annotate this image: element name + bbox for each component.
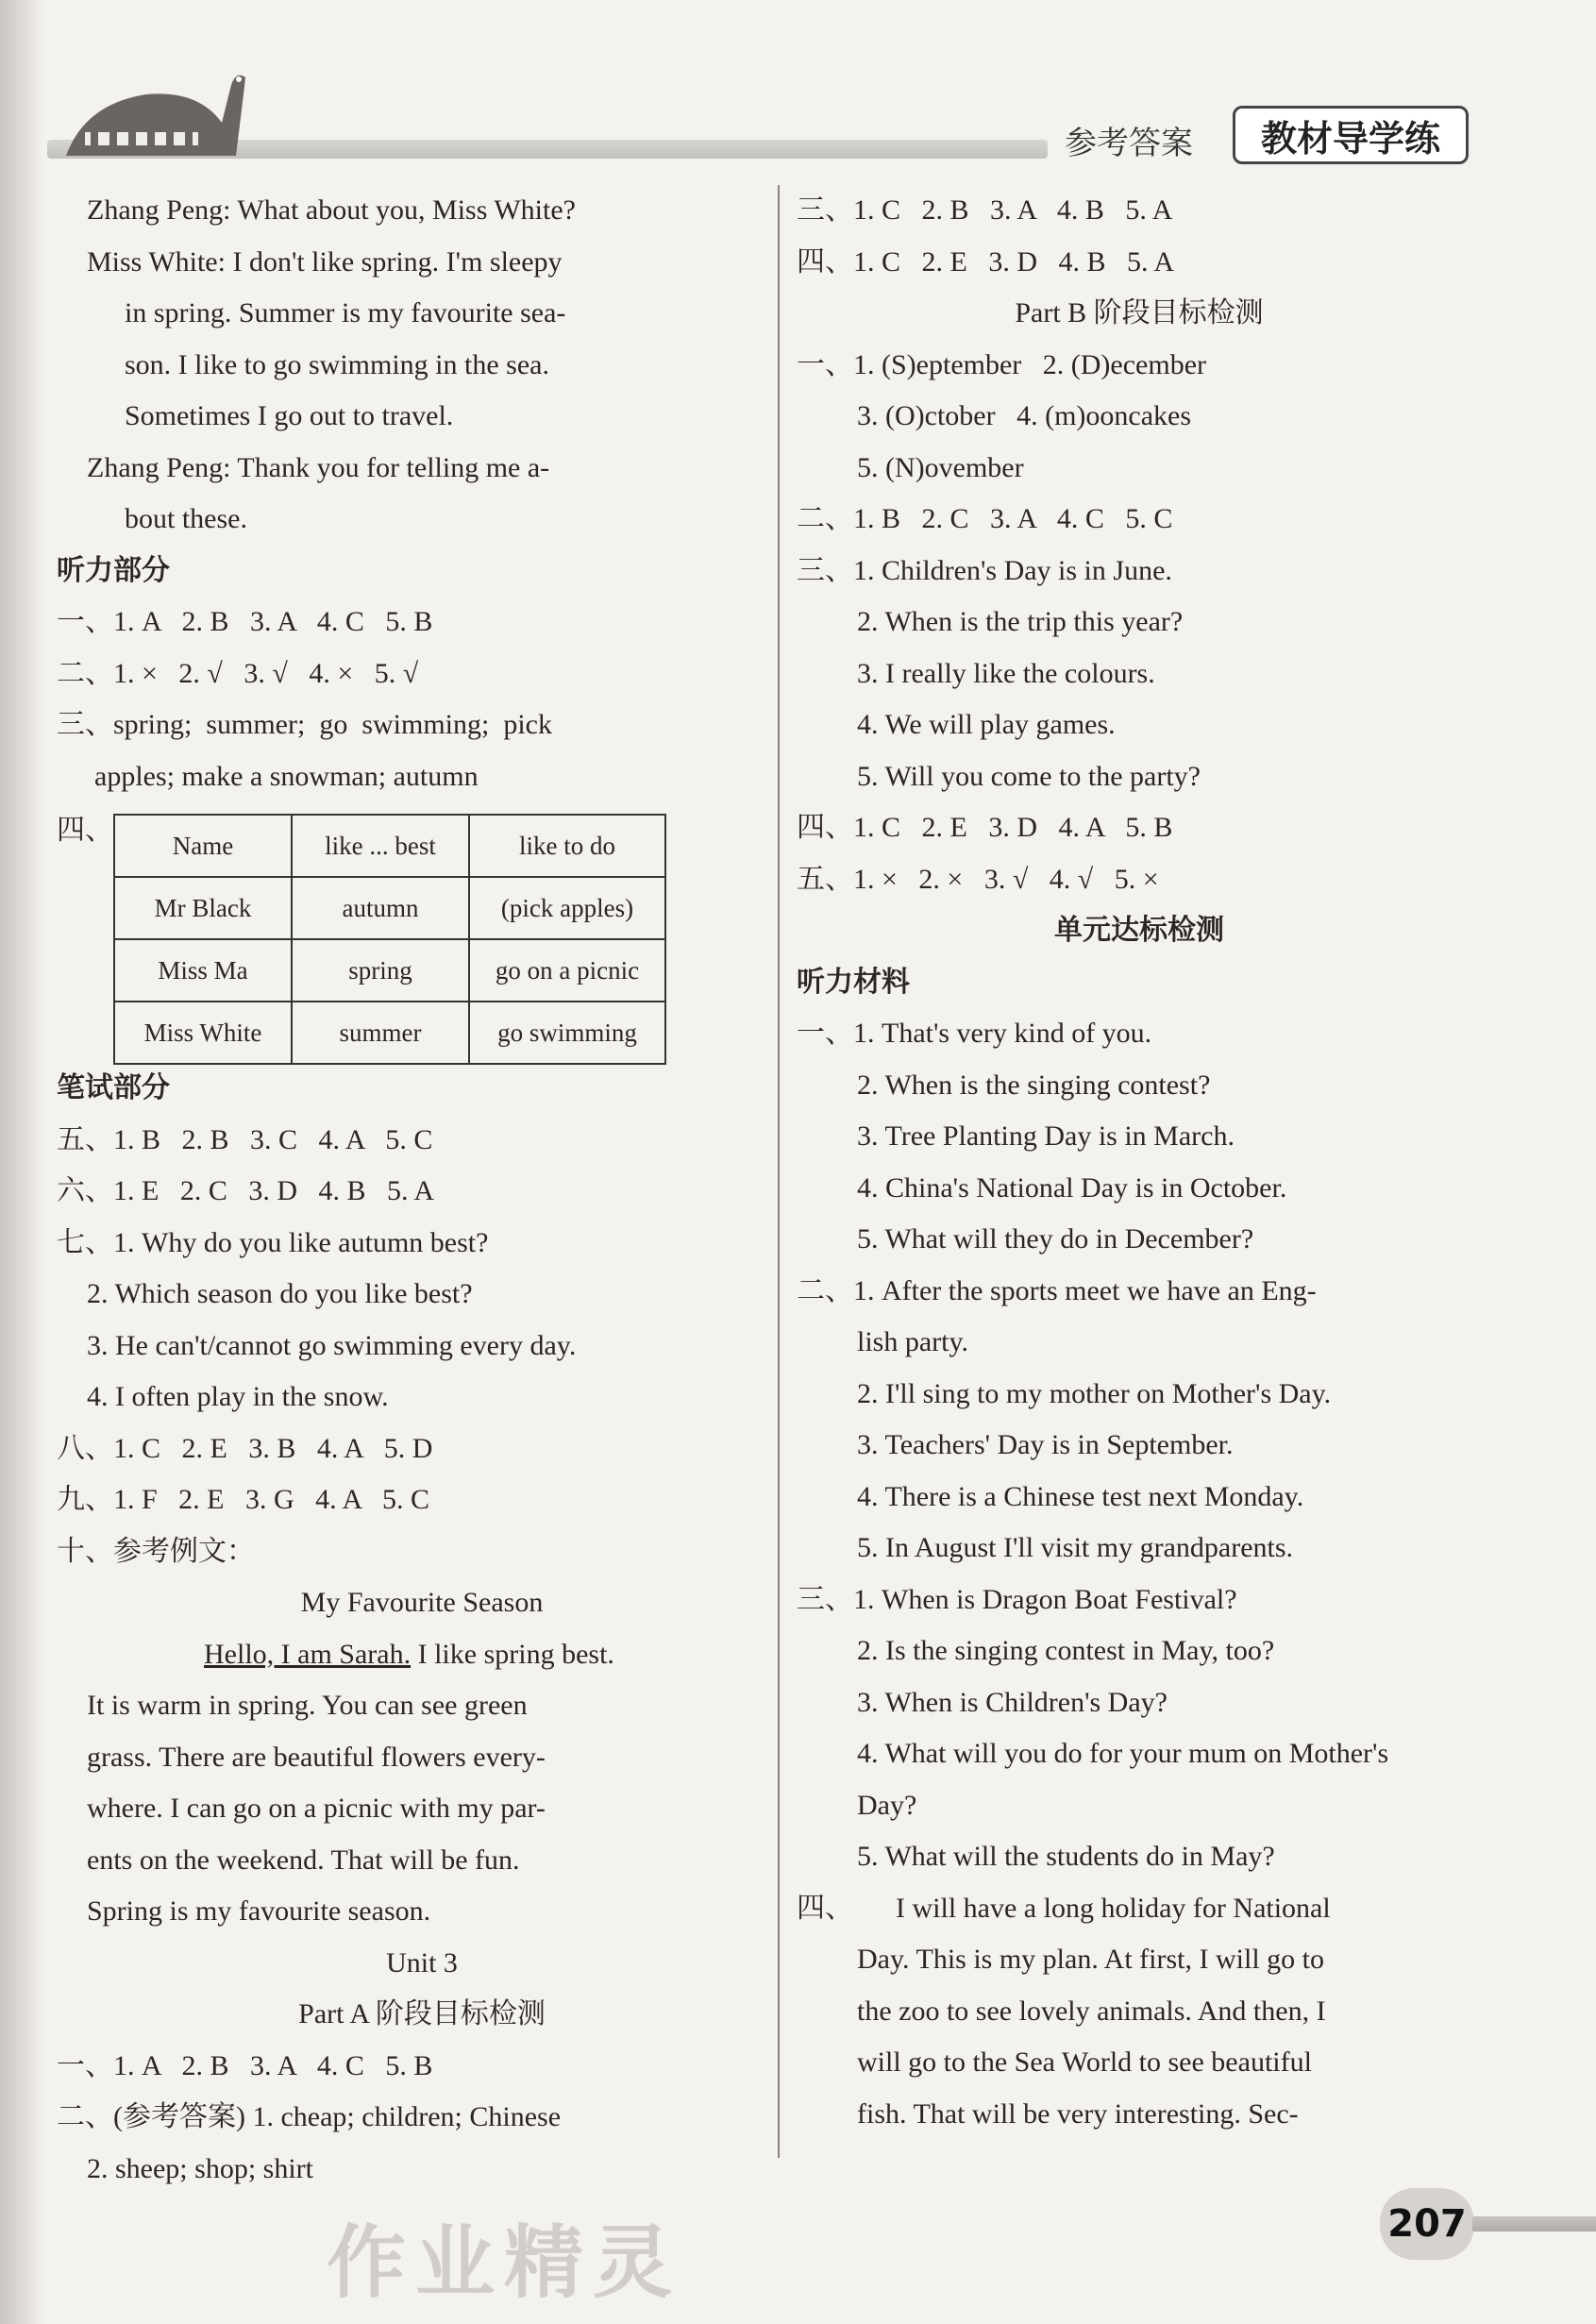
- answer-line: 二、1. After the sports meet we have an Eng-: [797, 1274, 1317, 1306]
- answer-line: 2. When is the trip this year?: [857, 606, 1184, 637]
- text-line: Sometimes I go out to travel.: [125, 400, 454, 431]
- table-row: [114, 939, 665, 1002]
- table-cell: Miss White: [114, 1002, 292, 1064]
- section-heading: 听力部分: [57, 553, 170, 587]
- answer-line: 一、1. That's very kind of you.: [797, 1018, 1152, 1049]
- answer-line: 四、1. C 2. E 3. D 4. B 5. A: [797, 245, 1175, 278]
- answer-line: 4. China's National Day is in October.: [857, 1171, 1287, 1204]
- passage-line: fish. That will be very interesting. Sec-: [857, 2097, 1299, 2130]
- answer-line: 4. We will play games.: [857, 709, 1116, 740]
- answer-line: 2. I'll sing to my mother on Mother's Day.: [857, 1377, 1332, 1409]
- essay-line: where. I can go on a picnic with my par-: [87, 1793, 546, 1824]
- answer-line: 2. When is the singing contest?: [857, 1069, 1211, 1101]
- answer-line: 五、1. B 2. B 3. C 4. A 5. C: [57, 1123, 433, 1155]
- text-line: bout these.: [125, 503, 247, 534]
- table-cell: go swimming: [469, 1002, 665, 1064]
- essay-title: My Favourite Season: [300, 1587, 544, 1618]
- essay-greeting: Hello, I am Sarah.: [204, 1638, 412, 1670]
- answer-line: 一、1. A 2. B 3. A 4. C 5. B: [57, 2049, 433, 2081]
- answer-line: lish party.: [857, 1326, 969, 1357]
- answer-line: 十、参考例文：: [57, 1535, 255, 1567]
- answer-line: 一、1. (S)eptember 2. (D)ecember: [797, 348, 1207, 380]
- section-heading: 笔试部分: [57, 1071, 170, 1104]
- answer-line: 三、1. When is Dragon Boat Festival?: [797, 1583, 1237, 1615]
- answer-line: 九、1. F 2. E 3. G 4. A 5. C: [57, 1484, 430, 1515]
- text-line: Zhang Peng: What about you, Miss White?: [87, 194, 576, 226]
- answer-line: 六、1. E 2. C 3. D 4. B 5. A: [57, 1175, 435, 1206]
- essay-line: [87, 1629, 757, 1681]
- answer-line: 5. Will you come to the party?: [857, 760, 1201, 792]
- page-number: 207: [1380, 2188, 1474, 2260]
- answer-line: 5. What will the students do in May?: [857, 1841, 1275, 1872]
- answer-line: 2. Which season do you like best?: [87, 1278, 473, 1309]
- answer-line: 3. Teachers' Day is in September.: [857, 1429, 1234, 1460]
- column-divider: [778, 185, 780, 2158]
- answer-line: 三、spring; summer; go swimming; pick: [57, 709, 552, 740]
- table-cell: Miss Ma: [114, 939, 292, 1002]
- passage-line: Day. This is my plan. At first, I will go to: [857, 1944, 1324, 1975]
- book-spine-shadow: [0, 0, 43, 2324]
- essay-line: grass. There are beautiful flowers every-: [87, 1741, 546, 1773]
- table-cell: like ... best: [292, 815, 469, 877]
- answer-line: apples; make a snowman; autumn: [94, 760, 479, 792]
- table-cell: summer: [292, 1002, 469, 1064]
- footer-band: [1472, 2216, 1596, 2231]
- answer-line: 4. There is a Chinese test next Monday.: [857, 1480, 1304, 1512]
- passage-line: the zoo to see lovely animals. And then, I: [857, 1995, 1326, 2027]
- header-brand-badge: 教材导学练: [1233, 106, 1469, 164]
- passage-line: will go to the Sea World to see beautiful: [857, 2046, 1312, 2078]
- answer-line: 4. What will you do for your mum on Mother's: [857, 1738, 1389, 1769]
- part-heading: Part B 阶段目标检测: [1015, 297, 1264, 328]
- answer-line: 五、1. × 2. × 3. √ 4. √ 5. ×: [797, 863, 1159, 895]
- watermark: 作业精灵: [327, 2216, 682, 2309]
- table-cell: go on a picnic: [469, 939, 665, 1002]
- dinosaur-logo-icon: [57, 66, 255, 160]
- essay-line: It is warm in spring. You can see green: [87, 1690, 528, 1721]
- answer-line: Day?: [857, 1789, 917, 1821]
- text-line: Miss White: I don't like spring. I'm sleepy: [87, 245, 563, 278]
- essay-line: ents on the weekend. That will be fun.: [87, 1844, 520, 1876]
- answer-line: 三、1. Children's Day is in June.: [797, 554, 1172, 586]
- table-cell: spring: [292, 939, 469, 1002]
- text-line: son. I like to go swimming in the sea.: [125, 348, 549, 380]
- unit-heading: Unit 3: [386, 1946, 458, 1979]
- answer-table-block: [57, 806, 757, 1063]
- answer-line: 3. Tree Planting Day is in March.: [857, 1120, 1235, 1152]
- table-label: 四、: [57, 814, 113, 847]
- passage-line: 四、 I will have a long holiday for National: [797, 1892, 1331, 1924]
- table-cell: (pick apples): [469, 877, 665, 939]
- answer-line: 3. When is Children's Day?: [857, 1686, 1168, 1718]
- answer-line: 八、1. C 2. E 3. B 4. A 5. D: [57, 1432, 433, 1464]
- text-line: in spring. Summer is my favourite sea-: [125, 297, 566, 328]
- table-row: [114, 877, 665, 939]
- answer-line: 2. Is the singing contest in May, too?: [857, 1635, 1275, 1666]
- answer-line: 3. (O)ctober 4. (m)ooncakes: [857, 400, 1192, 431]
- table-cell: autumn: [292, 877, 469, 939]
- part-heading: Part A 阶段目标检测: [298, 1998, 546, 2029]
- answer-line: 3. I really like the colours.: [857, 657, 1155, 689]
- answer-line: 5. What will they do in December?: [857, 1223, 1254, 1255]
- right-column: [797, 185, 1474, 2140]
- answer-line: 四、1. C 2. E 3. D 4. A 5. B: [797, 812, 1173, 843]
- answer-line: 5. In August I'll visit my grandparents.: [857, 1532, 1294, 1563]
- table-cell: like to do: [469, 815, 665, 877]
- answer-line: 二、1. × 2. √ 3. √ 4. × 5. √: [57, 657, 419, 689]
- text-line: Zhang Peng: Thank you for telling me a-: [87, 451, 550, 483]
- answer-line: 二、1. B 2. C 3. A 4. C 5. C: [797, 503, 1173, 534]
- essay-text: I like spring best.: [411, 1638, 614, 1670]
- answer-line: 3. He can't/cannot go swimming every day.: [87, 1329, 577, 1361]
- section-heading: 单元达标检测: [1054, 914, 1224, 947]
- table-row: [114, 1002, 665, 1064]
- left-column: [57, 185, 757, 2195]
- essay-line: Spring is my favourite season.: [87, 1895, 431, 1927]
- answer-line: 七、1. Why do you like autumn best?: [57, 1226, 489, 1258]
- answer-line: 三、1. C 2. B 3. A 4. B 5. A: [797, 194, 1173, 226]
- answer-line: 5. (N)ovember: [857, 451, 1024, 483]
- answer-line: 2. sheep; shop; shirt: [87, 2152, 313, 2184]
- answer-line: 一、1. A 2. B 3. A 4. C 5. B: [57, 606, 433, 637]
- table-cell: Mr Black: [114, 877, 292, 939]
- table-row: [114, 815, 665, 877]
- answer-line: 4. I often play in the snow.: [87, 1381, 389, 1412]
- section-heading: 听力材料: [797, 965, 910, 999]
- table-cell: Name: [114, 815, 292, 877]
- answer-line: 二、(参考答案) 1. cheap; children; Chinese: [57, 2101, 562, 2132]
- header-answers-label: 参考答案: [1065, 125, 1193, 162]
- answer-table: [113, 814, 666, 1065]
